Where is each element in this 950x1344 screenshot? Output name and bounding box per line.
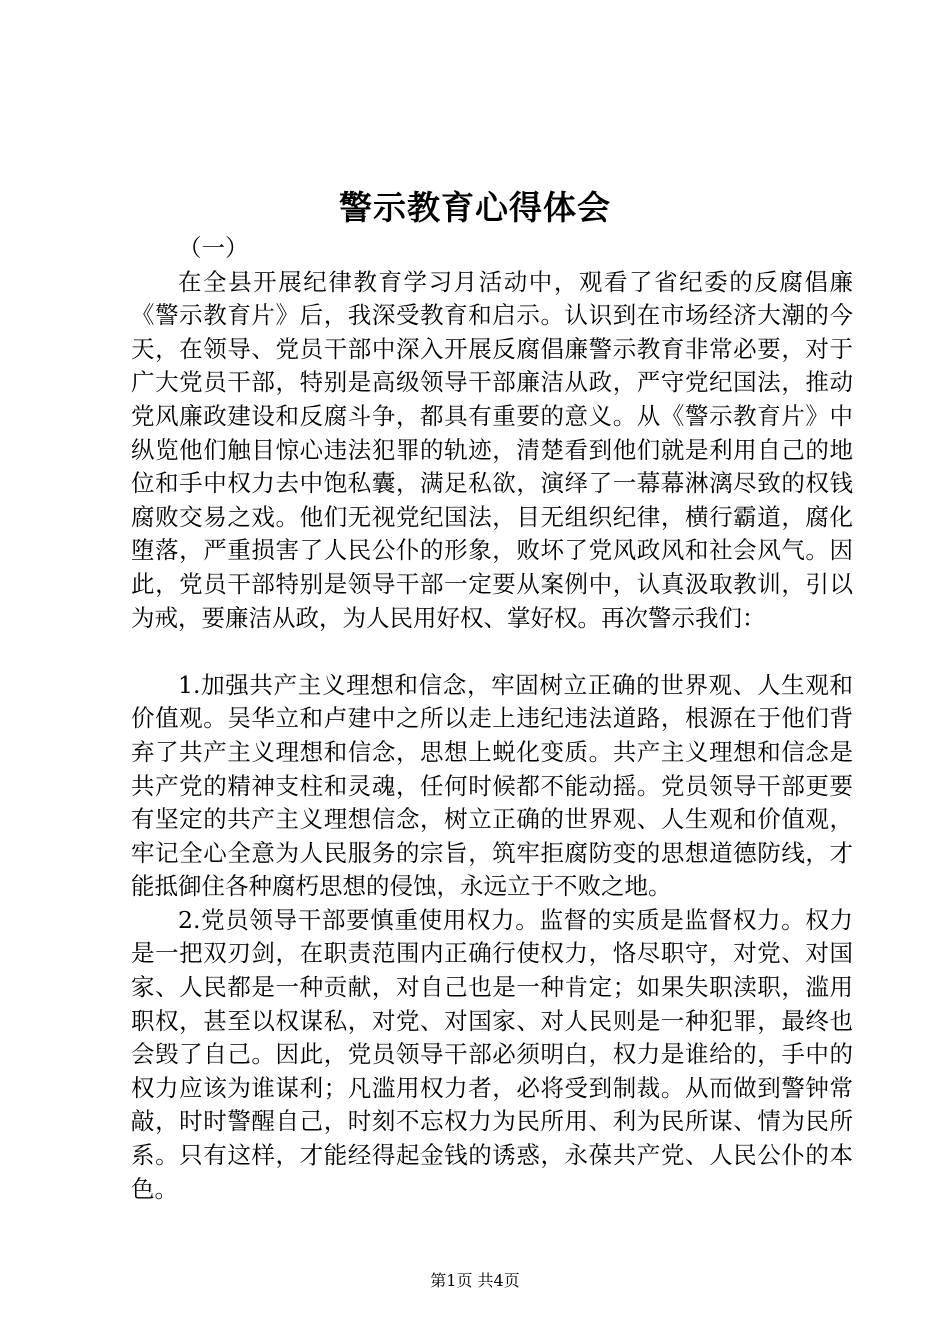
section-label: （一） bbox=[178, 234, 249, 262]
paragraph-point-1: 1.加强共产主义理想和信念，牢固树立正确的世界观、人生观和价值观。吴华立和卢建中之所以走上违纪违法道路，根源在于他们背弃了共产主义理想和信念，思想上蜕化变质。共产主义理想和信念是共产党的精神支柱和灵魂，任何时候都不能动摇。党员领导干部更要有坚定的共产主义理想信念，树立正确的世界观、人生观和价值观，牢记全心全意为人民服务的宗旨，筑牢拒腐防变的思想道德防线，才能抵御住各种腐朽思想的侵蚀，永远立于不败之地。 bbox=[131, 670, 853, 901]
paragraph-point-2: 2.党员领导干部要慎重使用权力。监督的实质是监督权力。权力是一把双刃剑，在职责范围内正确行使权力，恪尽职守，对党、对国家、人民都是一种贡献，对自己也是一种肯定；如果失职渎职，滥用职权，甚至以权谋私，对党、对国家、对人民则是一种犯罪，最终也会毁了自己。因此，党员领导干部必须明白，权力是谁给的，手中的权力应该为谁谋利；凡滥用权力者，必将受到制裁。从而做到警钟常敲，时时警醒自己，时刻不忘权力为民所用、利为民所谋、情为民所系。只有这样，才能经得起金钱的诱惑，永葆共产党、人民公仆的本色。 bbox=[131, 905, 853, 1203]
document-title: 警示教育心得体会 bbox=[339, 188, 611, 227]
paragraph-spacer bbox=[131, 635, 853, 669]
page-footer: 第1页 共4页 bbox=[430, 1271, 520, 1290]
paragraph-intro: 在全县开展纪律教育学习月活动中，观看了省纪委的反腐倡廉《警示教育片》后，我深受教育和启示。认识到在市场经济大潮的今天，在领导、党员干部中深入开展反腐倡廉警示教育非常必要，对于广大党员干部，特别是高级领导干部廉洁从政，严守党纪国法，推动党风廉政建设和反腐斗争，都具有重要的意义。从《警示教育片》中纵览他们触目惊心违法犯罪的轨迹，清楚看到他们就是利用自己的地位和手中权力去中饱私囊，满足私欲，演绎了一幕幕淋漓尽致的权钱腐败交易之戏。他们无视党纪国法，目无组织纪律，横行霸道，腐化堕落，严重损害了人民公仆的形象，败坏了党风政风和社会风气。因此，党员干部特别是领导干部一定要从案例中，认真汲取教训，引以为戒，要廉洁从政，为人民用好权、掌好权。再次警示我们： bbox=[131, 267, 853, 632]
document-body bbox=[131, 232, 853, 1206]
